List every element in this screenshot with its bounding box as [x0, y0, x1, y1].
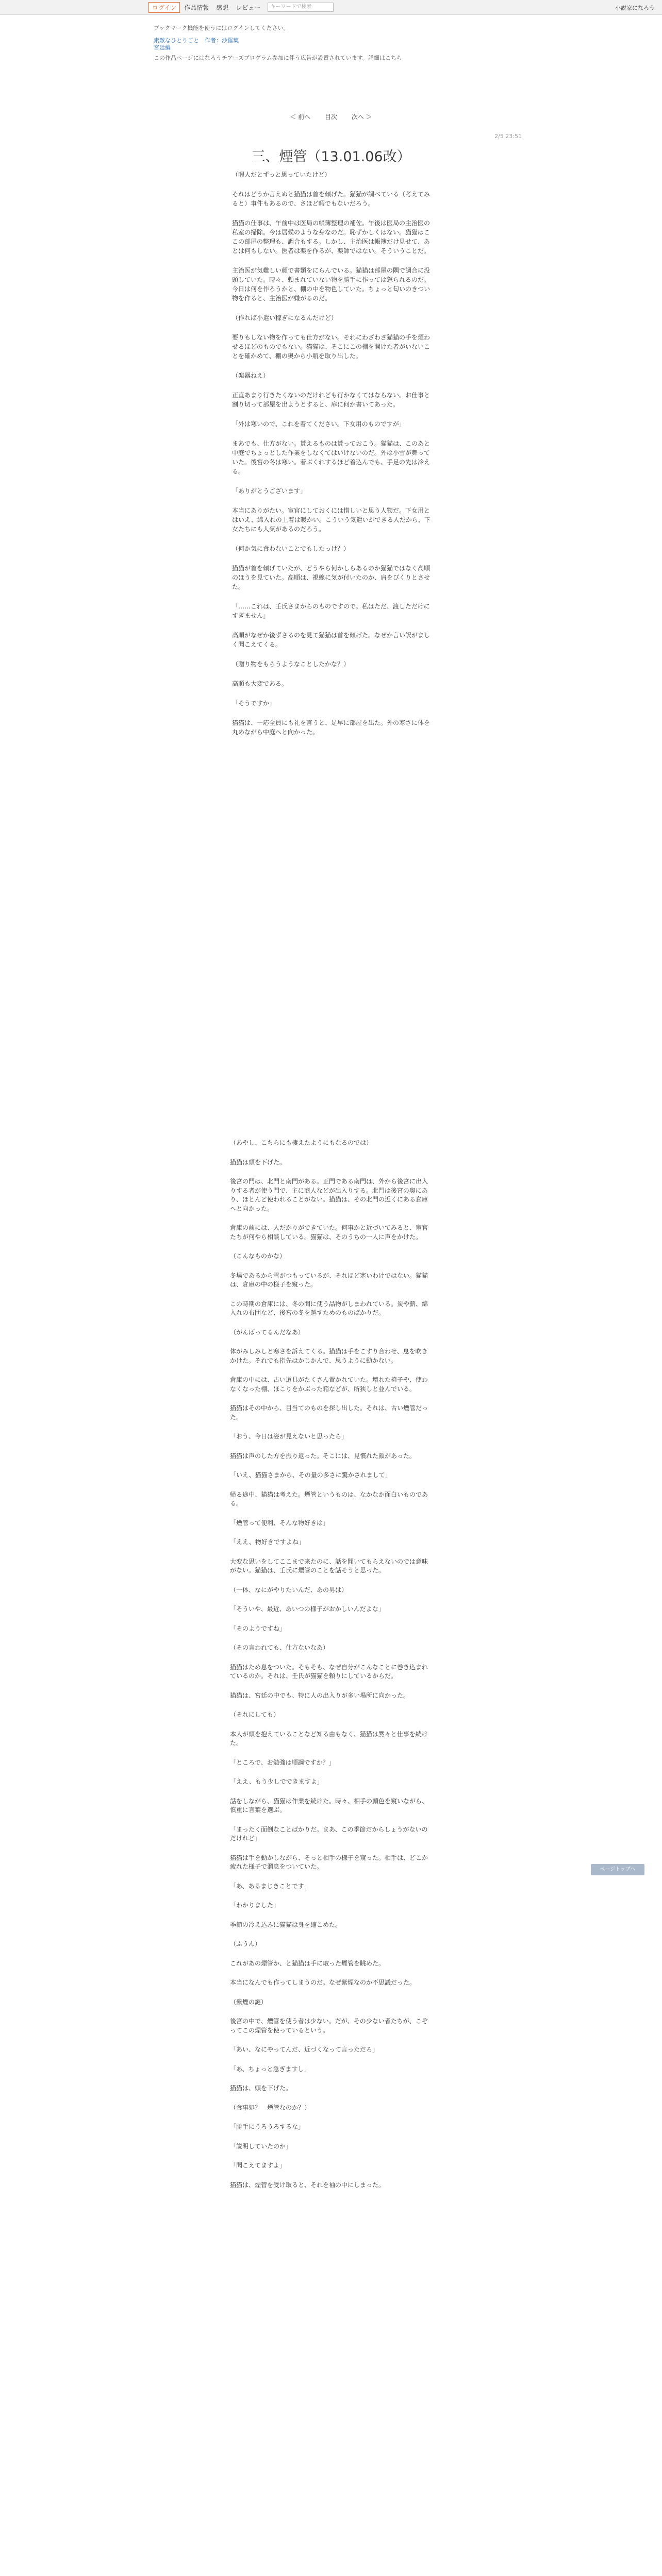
paragraph: 本当にありがたい。宦官にしておくには惜しいと思う人物だ。下女用とはいえ、綿入れの上着は暖かい。こういう気遣いができる人だから、下女たちにも人気があるのだろう。	[232, 507, 431, 533]
paragraph: 本当になんでも作ってしまうのだ。なぜ紫煙なのか不思議だった。	[230, 1979, 416, 1986]
paragraph: 帰る途中、猫猫は考えた。煙管というものは、なかなか面白いものである。	[230, 1490, 428, 1507]
paragraph: （あやし、こちらにも棲えたようにもなるのでは）	[230, 1139, 373, 1146]
paragraph: （食事処？ 煙管なのか？）	[230, 2104, 311, 2111]
paragraph: 「おう、今日は姿が見えないと思ったら」	[230, 1433, 348, 1440]
paragraph: これがあの煙管か、と猫猫は手に取った煙管を眺めた。	[230, 1959, 385, 1967]
paragraph: （贈り物をもらうようなことしたかな？）	[232, 660, 350, 668]
paragraph: 猫猫の仕事は、午前中は医局の帳簿整理の補佐。午後は医局の主治医の私室の掃除。今は居候のような身なのだ。恥ずかしくはない。猫猫はここの部屋の整理も、調合もする。しかし、主治医は帳簿だけ見せて、あとは何もしない。医者は薬を作るが、薬師ではない。そういうことだ。	[232, 219, 431, 255]
paragraph: 体がみしみしと寒さを訴えてくる。猫猫は手をこすり合わせ、息を吹きかけた。それでも指先はかじかんで、思うように動かない。	[230, 1348, 428, 1364]
paragraph: 高順がなぜか後ずさるのを見て猫猫は首を傾げた。なぜか言い訳がましく聞こえてくる。	[232, 632, 431, 648]
paragraph: 「あ、あるまじきことです」	[230, 1882, 310, 1890]
paragraph: 「そういや、最近、あいつの様子がおかしいんだよな」	[230, 1605, 385, 1613]
paragraph: 「煙管って便利、そんな物好きは」	[230, 1519, 329, 1527]
paragraph: 「ええ、物好きですよね」	[230, 1538, 305, 1546]
paragraph: 猫猫は、一応全員にも礼を言うと、足早に部屋を出た。外の寒さに体を丸めながら中庭へと向かった。	[232, 719, 431, 736]
paragraph: 主治医が気難しい顔で書類をにらんでいる。猫猫は部屋の隅で調合に没頭していた。時々、頼まれていない物を勝手に作っては怒られるのだ。今日は何を作ろうかと、棚の中を物色していた。ちょっと匂いのきつい物を作ると、主治医が嫌がるのだ。	[232, 267, 431, 302]
paragraph: 猫猫は声のした方を振り返った。そこには、見慣れた顔があった。	[230, 1452, 416, 1460]
paragraph: 「そうですか」	[232, 700, 276, 707]
prev-link[interactable]: ＜ 前へ	[290, 113, 311, 121]
paragraph: 本人が頭を抱えていることなど知る由もなく、猫猫は黙々と仕事を続けた。	[230, 1730, 428, 1747]
chapter-pager	[0, 112, 662, 121]
paragraph: （何か気に食わないことでもしたっけ？）	[232, 545, 350, 552]
paragraph: （作れば小遣い稼ぎになるんだけど）	[232, 314, 338, 321]
paragraph: 「ところで、お勉強は順調ですか？」	[230, 1758, 335, 1766]
paragraph: 「あい、なにやってんだ、近づくなって言っただろ」	[230, 2046, 379, 2053]
paragraph: 「まったく面倒なことばかりだ。まあ、この季節だからしょうがないのだけれど」	[230, 1825, 428, 1842]
paragraph: まあでも、仕方がない。貰えるものは貰っておこう。猫猫は、このあと中庭でちょっとした作業をしなくてはいけないのだ。外は小雪が舞っていた。後宮の冬は寒い。着ぶくれするほど着込んでも、手足の先は冷える。	[232, 440, 431, 475]
paragraph: （暇人だとずっと思っていたけど）	[232, 171, 331, 178]
paragraph: 猫猫は、宮廷の中でも、特に人の出入りが多い場所に向かった。	[230, 1691, 410, 1699]
paragraph: 「勝手にうろうろするな」	[230, 2123, 305, 2130]
chapter-body-part-1	[232, 170, 435, 747]
paragraph: （こんなものかな）	[230, 1252, 286, 1260]
ad-notice: この作品ページにはなろうチアーズプログラム参加に伴う広告が設置されています。詳細はこちら	[154, 55, 402, 61]
paragraph: この時期の倉庫には、冬の間に使う品物がしまわれている。炭や薪、綿入れの布団など、後宮の冬を越すためのものばかりだ。	[230, 1300, 428, 1316]
toc-link[interactable]: 目次	[324, 113, 337, 121]
header-nav	[148, 2, 334, 12]
chapter-body-part-2	[230, 1139, 434, 2200]
paragraph: 「外は寒いので、これを着てください。下女用のものですが」	[232, 420, 405, 428]
page-top-button[interactable]: ページトップへ	[591, 1864, 644, 1875]
bookmark-notice: ブックマーク機能を使うにはログインしてください。	[154, 25, 289, 31]
paragraph: それはどうか言えぬと猫猫は首を傾げた。猫猫が調べている（考えてみると）事件もあるので、さほど暇でもないだろう。	[232, 191, 431, 207]
paragraph: 高順も大変である。	[232, 680, 288, 687]
nav-review-link[interactable]: レビュー	[236, 4, 261, 11]
paragraph: 「……これは、壬氏さまからのものですので。私はただ、渡しただけにすぎません」	[232, 603, 430, 619]
home-link[interactable]: 小説家になろう	[615, 5, 655, 11]
nav-impressions-link[interactable]: 感想	[216, 4, 229, 11]
paragraph: 猫猫はその中から、目当てのものを探し出した。それは、古い煙管だった。	[230, 1404, 428, 1421]
paragraph: 後宮の中で、煙管を使う者は少ない。だが、その少ない者たちが、こぞってこの煙管を使っているという。	[230, 2018, 428, 2034]
paragraph: 大変な思いをしてここまで来たのに、話を聞いてもらえないのでは意味がない。猫猫は、壬氏に煙管のことを話そうと思った。	[230, 1557, 428, 1574]
paragraph: 冬場であるから雪がつもっているが、それほど寒いわけではない。猫猫は、倉庫の中の様子を窺った。	[230, 1272, 428, 1288]
paragraph: （それにしても）	[230, 1711, 280, 1718]
paragraph: （楽器ねえ）	[232, 372, 270, 379]
chapter-title: 三、煙管（13.01.06改）	[251, 149, 411, 165]
paragraph: 「いえ、猫猫さまから、その量の多さに驚かされまして」	[230, 1471, 391, 1479]
paragraph: （その言われても、仕方ないなあ）	[230, 1644, 329, 1651]
paragraph: 猫猫が首を傾げていたが、どうやら何かしらあるのか猫猫ではなく高順のほうを見ていた。高順は、視線に気が付いたのか、肩をびくりとさせた。	[232, 565, 431, 590]
paragraph: （紫煙の謎）	[230, 1998, 268, 2006]
nav-info-link[interactable]: 作品情報	[184, 4, 209, 11]
paragraph: 「聞こえてますよ」	[230, 2162, 286, 2169]
paragraph: 「あ、ちょっと急ぎますし」	[230, 2065, 310, 2073]
paragraph: 猫猫はため息をついた。そもそも、なぜ自分がこんなことに巻き込まれているのか。それは、壬氏が猫猫を頼りにしているからだ。	[230, 1663, 428, 1680]
paragraph: 倉庫の中には、古い道具がたくさん置かれていた。壊れた椅子や、使わなくなった棚、ほこりをかぶった箱などが、所狭しと並んでいる。	[230, 1376, 428, 1393]
paragraph: 猫猫は、頭を下げた。	[230, 2084, 292, 2092]
paragraph: 倉庫の前には、人だかりができていた。何事かと近づいてみると、宦官たちが何やら相談している。猫猫は、そのうちの一人に声をかけた。	[230, 1224, 428, 1241]
series-link[interactable]: 素敵なひとりごと 作者：沙羅葉	[154, 37, 239, 44]
paragraph: 「そのようですね」	[230, 1624, 286, 1632]
paragraph: （がんばってるんだなあ）	[230, 1328, 305, 1336]
paragraph: （ふうん）	[230, 1940, 261, 1947]
paragraph: 猫猫は、煙管を受け取ると、それを袖の中にしまった。	[230, 2181, 385, 2189]
paragraph: 季節の冷え込みに猫猫は身を縮こめた。	[230, 1921, 342, 1928]
paragraph: 猫猫は手を動かしながら、そっと相手の様子を窺った。相手は、どこか疲れた様子で溜息をついていた。	[230, 1854, 428, 1870]
paragraph: 正直あまり行きたくないのだけれども行かなくてはならない。お仕事と割り切って部屋を出ようとすると、扉に何か書いてあった。	[232, 392, 431, 408]
paragraph: 要りもしない物を作っても仕方がない。それにわざわざ猫猫の手を煩わせるほどのものでもない。猫猫は、そこにこの棚を開けた者がいないことを確かめて、棚の奥から小瓶を取り出した。	[232, 334, 431, 360]
paragraph: 「ええ、もう少しでできますよ」	[230, 1778, 323, 1785]
top-navigation-bar	[0, 0, 662, 15]
paragraph: 猫猫は頭を下げた。	[230, 1158, 286, 1166]
search-input[interactable]: キーワードで検索	[268, 3, 334, 12]
paragraph: 「説明していたのか」	[230, 2142, 292, 2150]
paragraph: 「わかりました」	[230, 1902, 280, 1909]
next-link[interactable]: 次へ ＞	[351, 113, 372, 121]
paragraph: 話をしながら、猫猫は作業を続けた。時々、相手の顔色を窺いながら、慎重に言葉を選ぶ。	[230, 1797, 428, 1814]
paragraph: 「ありがとうございます」	[232, 487, 307, 495]
login-button[interactable]: ログイン	[148, 2, 180, 13]
paragraph: 後宮の門は、北門と南門がある。正門である南門は、外から後宮に出入りする者が使う門で、主に商人などが出入りする。北門は後宮の奥にあり、ほとんど使われることがない。猫猫は、その北門の近くにある倉庫へと向かった。	[230, 1178, 428, 1212]
update-date: 2/5 23:51	[494, 133, 522, 140]
series-subtitle-link[interactable]: 宮廷編	[154, 44, 171, 51]
paragraph: （一体、なにがやりたいんだ、あの男は）	[230, 1586, 348, 1594]
